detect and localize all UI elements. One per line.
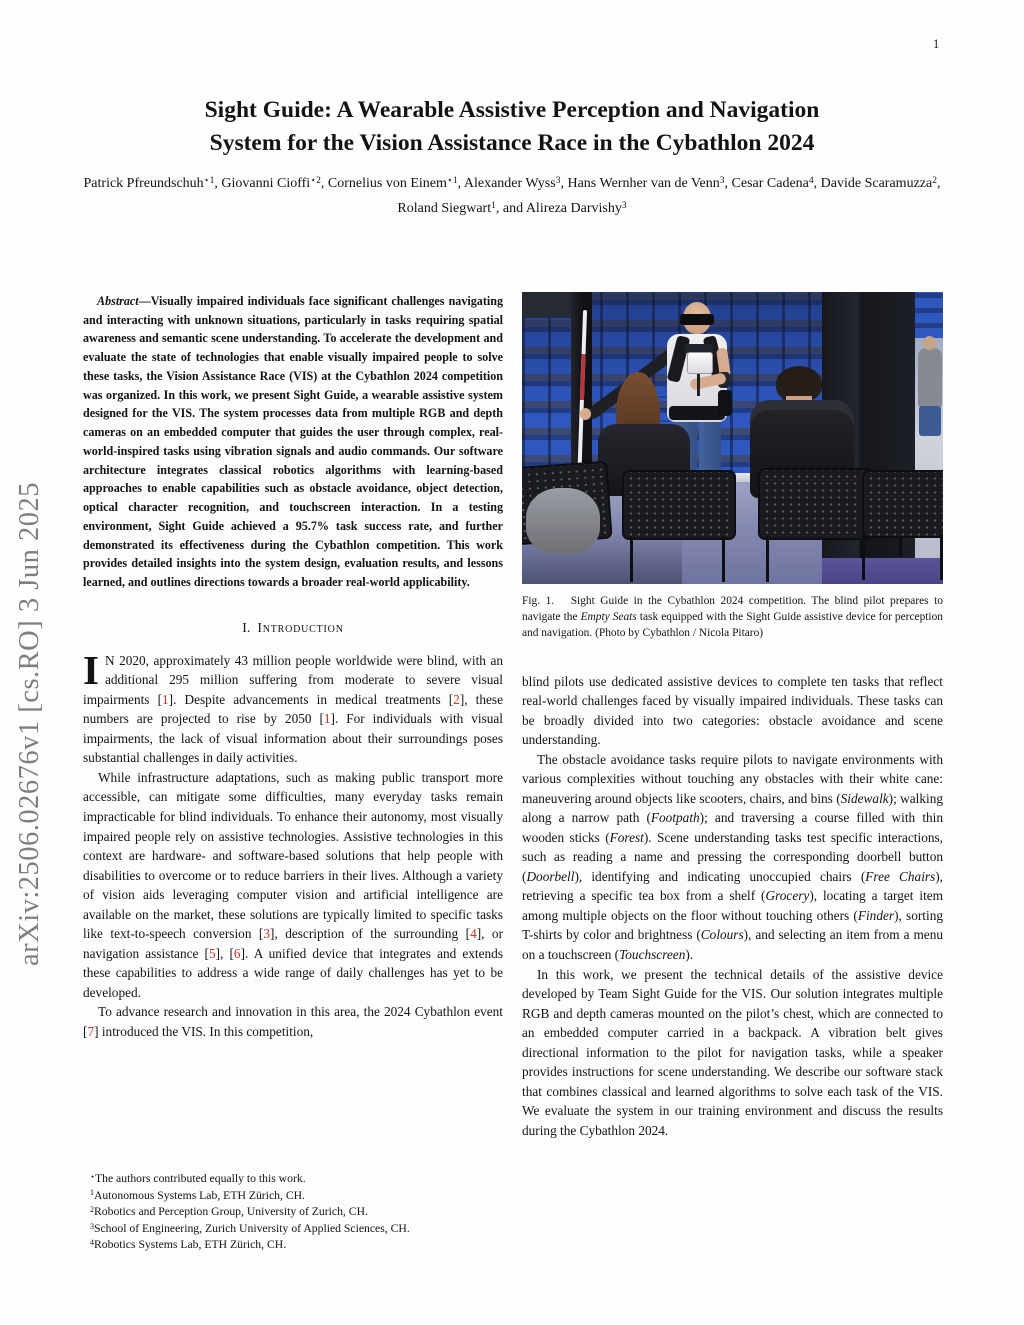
- text-segment: task equipped with the Sight Guide assistive device for perception and navigation. (Photo by Cybathlon / Nicola Pitaro): [522, 611, 943, 640]
- citation-link[interactable]: 6: [233, 945, 241, 961]
- footnote-line: $^1$Autonomous Systems Lab, ETH Zürich, CH.: [90, 1188, 305, 1202]
- photo-chair-2: [622, 470, 736, 540]
- paper-title-line1: Sight Guide: A Wearable Assistive Perception and Navigation: [204, 97, 820, 123]
- section-number: I.: [242, 619, 251, 635]
- intro-paragraph-1: [83, 646, 503, 768]
- author-affiliation-mark: 2: [932, 176, 937, 187]
- authors-line: Patrick Pfreundschuh$^{⋆1}$, Giovanni Cioffi$^{⋆2}$, Cornelius von Einem$^{⋆1}$, Alexander Wyss$^3$, Hans Wernher van de Venn$^3$, Cesar Cadena$^4$, Davide Scaramuzza$^2$, Roland Siegwart$^1$, and Alireza Darvishy$^3$: [83, 176, 941, 217]
- photo-chair-leg: [766, 536, 769, 582]
- paper-title: [0, 94, 1024, 160]
- footnotes: [83, 1171, 503, 1254]
- footnote-mark: 3: [90, 1221, 94, 1231]
- citation-link[interactable]: 1: [162, 691, 169, 707]
- figure1-caption: [522, 593, 943, 642]
- text-segment: ], or navigation assistance [: [83, 926, 504, 961]
- right-column: [522, 292, 943, 1140]
- text-segment: ), and selecting an item from a menu on a touchscreen (: [522, 927, 943, 962]
- author-affiliation-mark: 3: [719, 176, 725, 187]
- text-segment: ); and traversing a course filled with thin wooden sticks (: [522, 810, 943, 845]
- intro-paragraph-3: [83, 1002, 503, 1041]
- photo-chair-leg: [722, 536, 725, 582]
- text-segment: ], these numbers are projected to rise by 2050 [: [83, 691, 503, 727]
- text-segment: Colours: [700, 927, 744, 943]
- text-segment: Empty Seats: [580, 611, 637, 624]
- abstract: [83, 292, 503, 592]
- drop-cap: I: [83, 646, 99, 693]
- footnote-line: $^2$Robotics and Perception Group, University of Zurich, CH.: [90, 1204, 368, 1219]
- citation-link[interactable]: 3: [263, 926, 271, 942]
- author-affiliation-mark: ⋆1: [446, 176, 458, 187]
- footnote-line: ⋆The authors contributed equally to this work.: [90, 1171, 306, 1185]
- text-segment: Grocery: [765, 888, 810, 904]
- text-segment: ). Scene understanding tasks test specific interactions, such as reading a name and pressing the corresponding doorbell button (: [522, 829, 943, 884]
- footnote-mark: 2: [90, 1204, 94, 1214]
- text-segment: Footpath: [650, 810, 700, 826]
- text-segment: ), locating a target item among multiple objects on the floor without touching others (: [522, 888, 944, 923]
- text-segment: In this work, we present the technical details of the assistive device developed by Team Sight Guide for the VIS. Our solution integrates multiple RGB and depth cameras mounted on the pilot’s chest, which are connected to an embedded computer carried in a backpack. A vibration belt gives directional information to the pilot for navigation tasks, while a speaker provides instructions for scene understanding. We describe our software stack that combines classical and learned algorithms to solve each task of the VIS. We evaluate the system in our training environment and discuss the results during the Cybathlon 2024.: [522, 966, 943, 1138]
- text-segment: Sidewalk: [840, 790, 889, 806]
- paper-title-line2: System for the Vision Assistance Race in the Cybathlon 2024: [209, 129, 815, 156]
- author-affiliation-mark: 3: [621, 201, 627, 212]
- pilot-vibration-belt: [669, 406, 725, 420]
- text-segment: ), retrieving a specific tea box from a shelf (: [522, 868, 944, 904]
- text-segment: ); walking along a narrow path (: [522, 790, 944, 826]
- citation-link[interactable]: 2: [453, 691, 460, 707]
- text-segment: ]. For individuals with visual impairments, the lack of visual information about their surroundings poses substantial challenges in daily activities.: [83, 711, 503, 766]
- text-segment: ], description of the surrounding [: [270, 926, 471, 942]
- footnote-line: $^3$School of Engineering, Zurich University of Applied Sciences, CH.: [90, 1221, 410, 1235]
- text-segment: Doorbell: [526, 868, 575, 884]
- left-column: [83, 292, 503, 1041]
- text-segment: Forest: [609, 829, 644, 845]
- author-affiliation-mark: ⋆1: [203, 176, 215, 187]
- photo-chair-3: [758, 468, 874, 540]
- author-affiliation-mark: 1: [491, 201, 496, 212]
- author-affiliation-mark: 3: [555, 176, 561, 187]
- text-segment: To advance research and innovation in this area, the 2024 Cybathlon event [: [83, 1004, 503, 1039]
- footnote-line: $^4$Robotics Systems Lab, ETH Zürich, CH.: [90, 1238, 287, 1252]
- pilot-device-mount: [697, 374, 700, 396]
- text-segment: Touchscreen: [619, 947, 686, 962]
- right-column-text: [522, 672, 943, 1141]
- author-name: and Alireza Darvishy$^3$: [502, 201, 627, 217]
- photo-chair-4: [862, 470, 943, 538]
- text-segment: ), sorting T-shirts by color and brightness (: [522, 907, 943, 943]
- author-name: Giovanni Cioffi$^{⋆2}$: [221, 176, 321, 191]
- citation-link[interactable]: 7: [87, 1023, 95, 1039]
- author-name: Cesar Cadena$^4$: [731, 176, 814, 191]
- text-segment: Abstract: [97, 294, 139, 308]
- pilot-chest-device: [687, 352, 713, 374]
- text-segment: ), identifying and indicating unoccupied chairs (: [574, 868, 866, 884]
- author-name: Alexander Wyss$^3$: [463, 176, 561, 191]
- citation-link[interactable]: 4: [470, 926, 477, 942]
- text-segment: Free Chairs: [865, 868, 936, 884]
- citation-link[interactable]: 1: [323, 711, 331, 727]
- author-name: Patrick Pfreundschuh$^{⋆1}$: [83, 176, 215, 191]
- footnote-mark: ⋆: [90, 1171, 95, 1181]
- author-name: Cornelius von Einem$^{⋆1}$: [327, 176, 458, 191]
- pilot-hand: [580, 408, 591, 420]
- photo-chair-leg: [630, 536, 633, 582]
- author-name: Hans Wernher van de Venn$^3$: [567, 176, 725, 191]
- text-segment: N 2020, approximately 43 million people worldwide were blind, with an additional 295 million suffering from moderate to severe visual impairments [: [83, 652, 503, 707]
- arxiv-watermark: arXiv:2506.02676v1 [cs.RO] 3 Jun 2025: [14, 482, 45, 966]
- section-heading-introduction: [83, 620, 503, 636]
- footnote-mark: 4: [90, 1238, 94, 1248]
- citation-link[interactable]: 5: [208, 945, 216, 961]
- text-segment: ], [: [215, 945, 234, 961]
- photo-chair-leg: [862, 534, 865, 580]
- text-segment: blind pilots use dedicated assistive devices to complete ten tasks that reflect real-world challenges faced by visually impaired individuals. These tasks can be broadly divided into two categories: obstacle avoidance and scene understanding.: [522, 673, 943, 748]
- section-title: Introduction: [257, 619, 344, 635]
- col2-paragraph-3: [522, 965, 943, 1141]
- text-segment: The obstacle avoidance tasks require pilots to navigate environments with various complexities without touching any obstacles with their white cane: maneuvering around objects like scooters, chairs, and bins (: [522, 751, 943, 806]
- text-segment: Finder: [857, 907, 895, 923]
- text-segment: ] introduced the VIS. In this competition,: [94, 1023, 314, 1039]
- photo-gray-bag: [526, 488, 600, 554]
- author-affiliation-mark: 4: [808, 176, 814, 187]
- text-segment: Fig. 1. Sight Guide in the Cybathlon 2024 competition. The blind pilot prepares to navigate the: [522, 595, 943, 624]
- photo-chair-leg: [940, 534, 943, 580]
- text-segment: While infrastructure adaptations, such as making public transport more accessible, can mitigate some difficulties, many everyday tasks remain impracticable for blind individuals. To enhance their autonomy, most visually impaired people rely on assistive technologies. Assistive technologies in this context are hardware- and software-based solutions that help people with disabilities to overcome or to reduce barriers in their lives. Although a variety of vision aids leveraging computer vision and artificial intelligence are available on the market, these solutions are typically limited to specific tasks like text-to-speech conversion [: [83, 769, 503, 942]
- col2-paragraph-2: [522, 750, 943, 965]
- text-segment: ]. A unified device that integrates and extends these capabilities to address a wide range of daily challenges has yet to be developed.: [83, 945, 504, 1000]
- text-segment: —Visually impaired individuals face significant challenges navigating and interacting with unknown situations, particularly in tasks requiring spatial awareness and semantic scene understanding. To accelerate the development and evaluate the state of technologies that enable visually impaired people to solve these tasks, the Vision Assistance Race (VIS) at the Cybathlon 2024 competition was organized. In this work, we present Sight Guide, a wearable assistive system designed for the VIS. The system processes data from multiple RGB and depth cameras on an embedded computer that guides the user through complex, real-world-inspired tasks using vibration signals and audio commands. Our software architecture integrates classical robotics algorithms with learning-based approaches to enable capabilities such as obstacle avoidance, object detection, optical character recognition, and touchscreen interaction. In a testing environment, Sight Guide achieved a 95.7% task success rate, and further demonstrated its effectiveness during the Cybathlon competition. This work provides detailed insights into the system design, evaluation results, and lessons learned, and outlines directions towards a broader real-world applicability.: [83, 294, 503, 590]
- footnote-mark: 1: [90, 1188, 94, 1198]
- col2-paragraph-1: [522, 672, 943, 750]
- author-affiliation-mark: ⋆2: [310, 176, 321, 187]
- text-segment: ]. Despite advancements in medical treatments [: [168, 691, 454, 707]
- pilot-blindfold: [680, 314, 714, 325]
- pilot-hip-pouch: [718, 390, 732, 416]
- author-name: Davide Scaramuzza$^2$: [820, 176, 937, 191]
- page-number: 1: [933, 37, 940, 51]
- author-name: Roland Siegwart$^1$: [397, 201, 496, 217]
- text-segment: ).: [685, 947, 694, 962]
- figure1-photo: [522, 292, 943, 584]
- intro-paragraph-2: [83, 768, 503, 1002]
